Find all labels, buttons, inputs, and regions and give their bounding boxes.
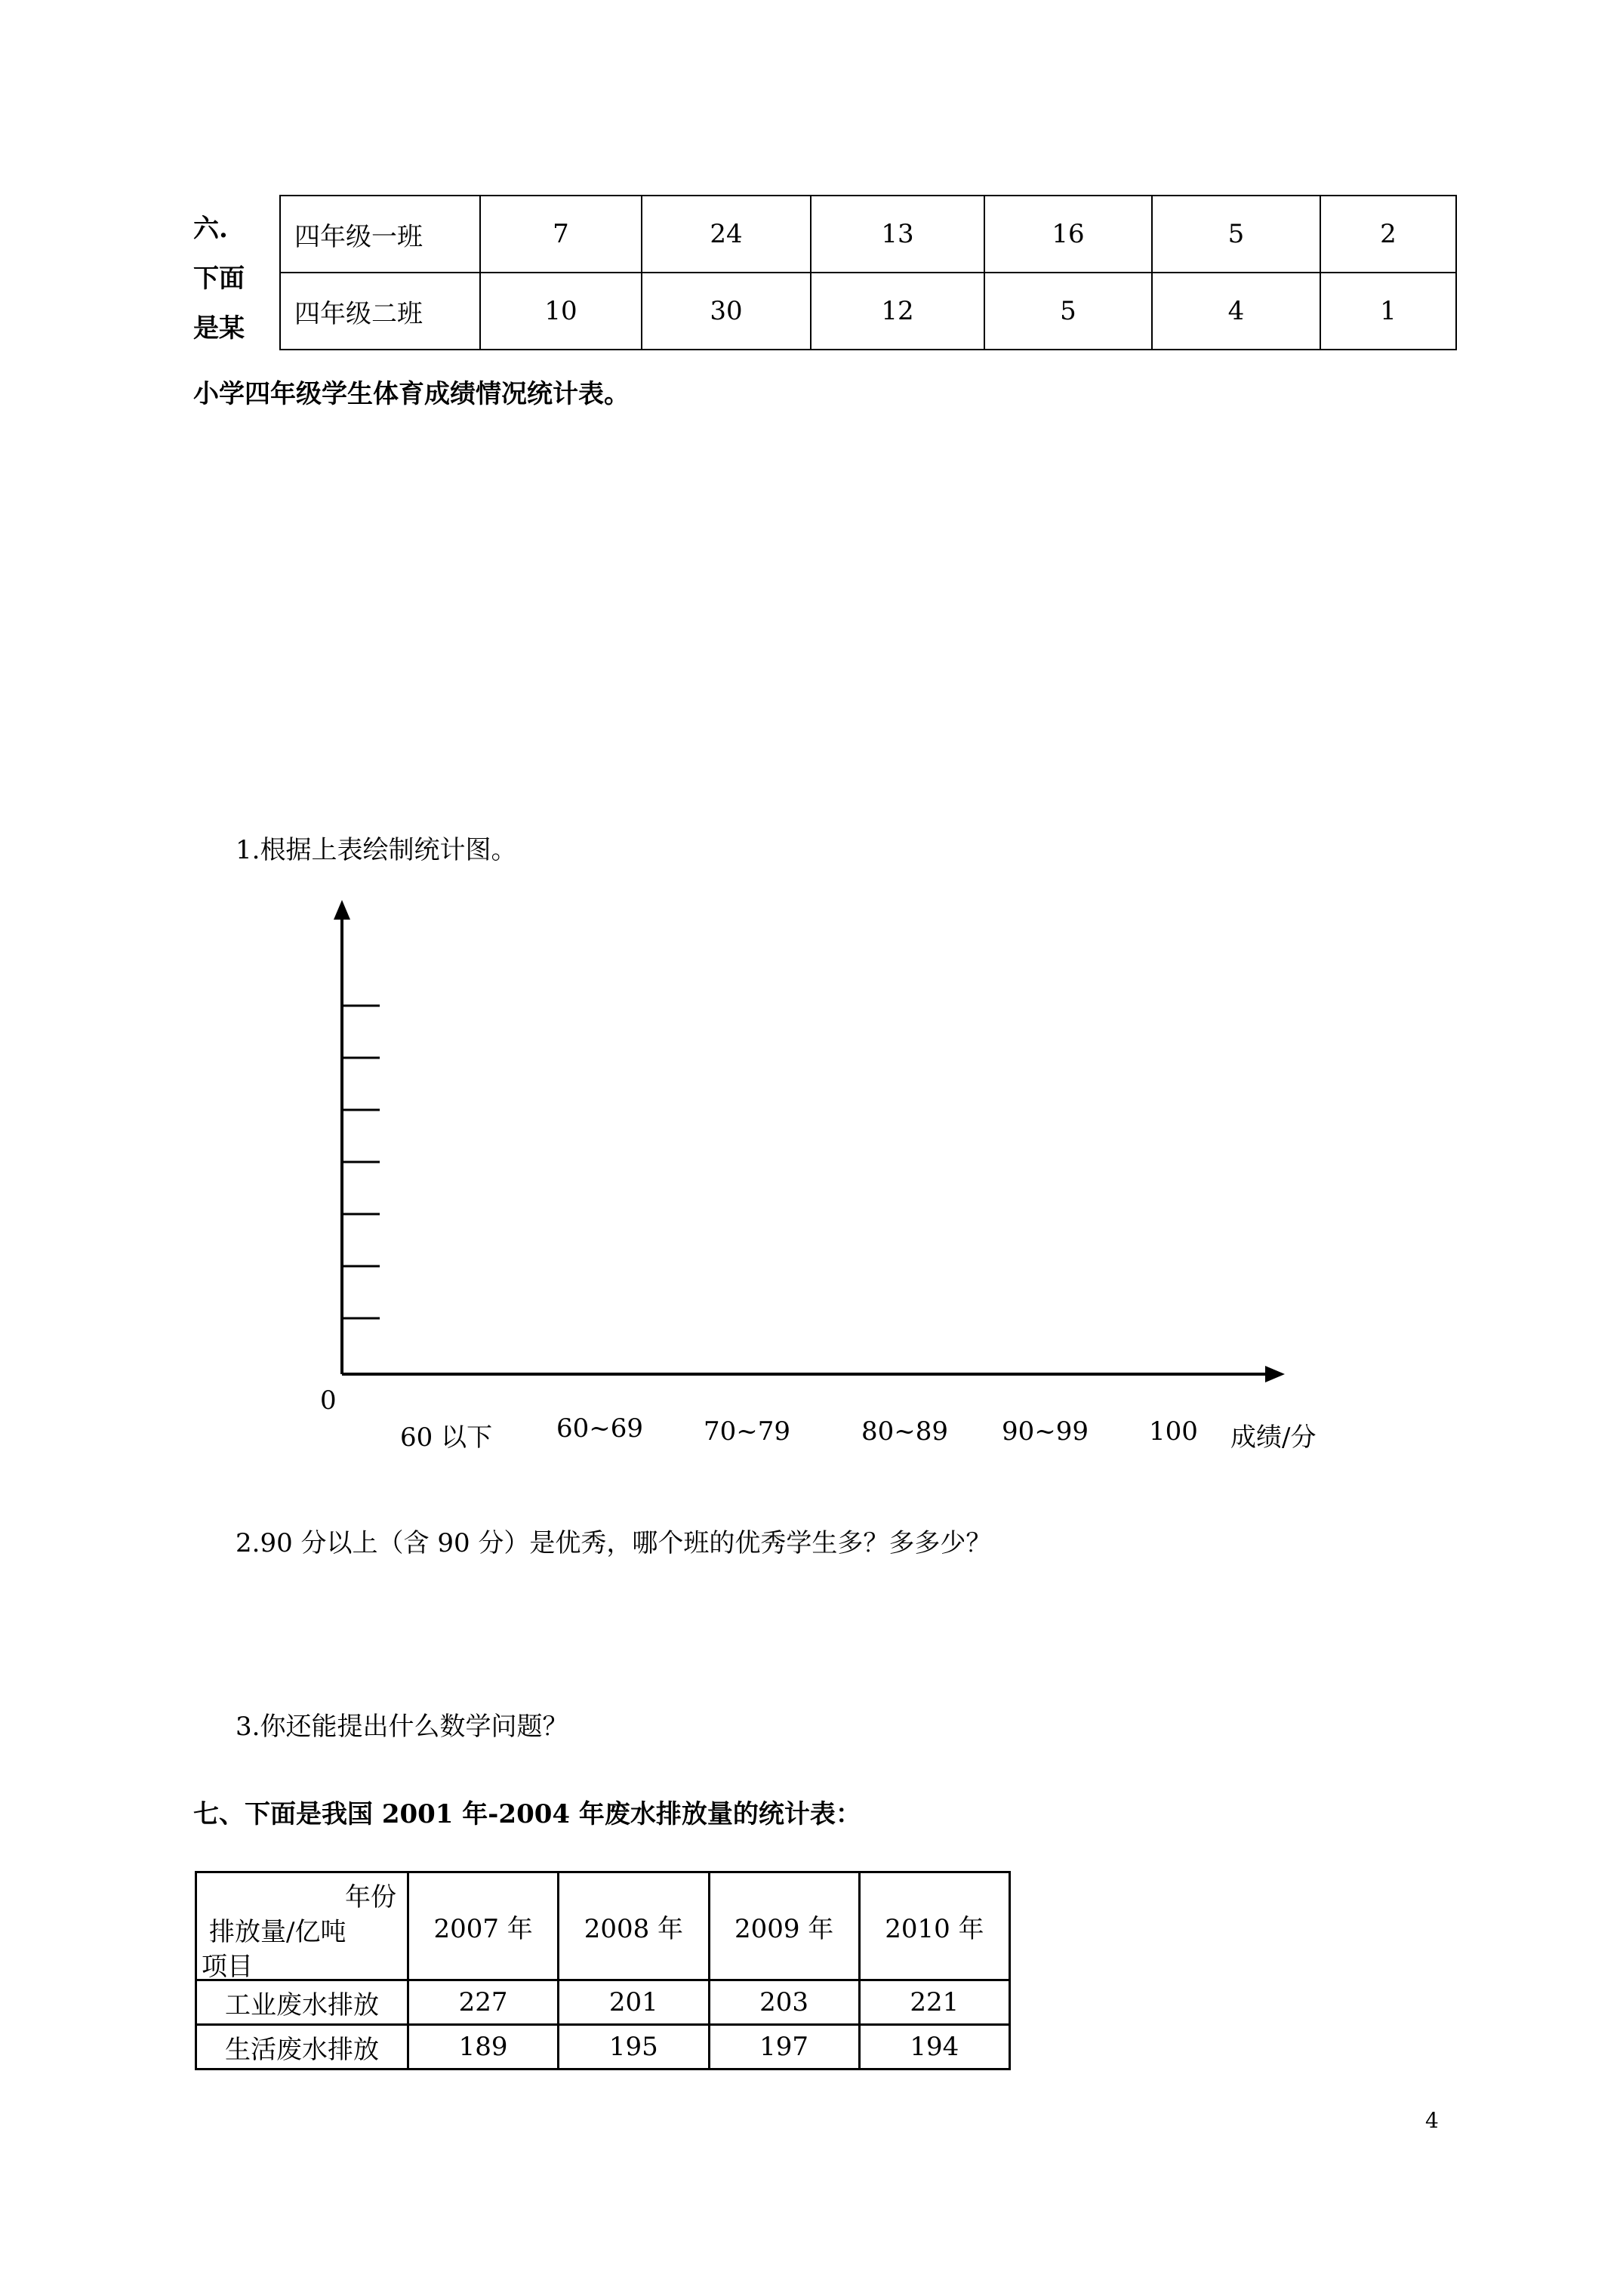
q6-intro-line2: 是某 — [193, 313, 245, 344]
q7-title: 七、下面是我国 2001 年-2004 年废水排放量的统计表： — [193, 1799, 861, 1829]
q6-number: 六. — [193, 214, 228, 244]
x-tick-label: 60 以下 — [400, 1422, 493, 1453]
chart-origin-label: 0 — [320, 1385, 337, 1416]
corner-label-year: 年份 — [345, 1882, 396, 1912]
row-label: 工业废水排放 — [196, 1980, 408, 2025]
page-number: 4 — [1425, 2108, 1439, 2133]
x-tick-label: 60~69 — [556, 1413, 644, 1444]
table-cell: 5 — [984, 273, 1152, 350]
table-cell: 203 — [709, 1980, 859, 2025]
q7-wastewater-table — [195, 1871, 1011, 2070]
table-cell: 5 — [1152, 196, 1320, 273]
class-label: 四年级一班 — [280, 196, 480, 273]
table-row — [196, 2025, 1010, 2069]
table-cell: 194 — [859, 2025, 1009, 2069]
table-cell: 227 — [408, 1980, 559, 2025]
table-cell: 4 — [1152, 273, 1320, 350]
q6-intro-line1: 下面 — [193, 264, 245, 294]
q6-sub3: 3.你还能提出什么数学问题？ — [236, 1712, 568, 1742]
table-cell: 201 — [559, 1980, 709, 2025]
table-row — [196, 1980, 1010, 2025]
year-header: 2009 年 — [709, 1872, 859, 1980]
table-cell: 197 — [709, 2025, 859, 2069]
x-tick-label: 100 — [1149, 1416, 1198, 1447]
x-axis-arrow — [1265, 1366, 1285, 1382]
year-header: 2007 年 — [408, 1872, 559, 1980]
q6-sub1: 1.根据上表绘制统计图。 — [236, 835, 517, 865]
table-cell: 195 — [559, 2025, 709, 2069]
table-cell: 13 — [811, 196, 984, 273]
q6-sub2: 2.90 分以上（含 90 分）是优秀，哪个班的优秀学生多？多多少？ — [236, 1528, 992, 1558]
x-tick-label: 90~99 — [1002, 1416, 1089, 1447]
corner-label-item: 项目 — [202, 1952, 253, 1982]
x-tick-label: 70~79 — [704, 1416, 791, 1447]
table-cell: 7 — [480, 196, 642, 273]
table-cell: 1 — [1320, 273, 1456, 350]
table-cell: 12 — [811, 273, 984, 350]
corner-label-amount: 排放量/亿吨 — [209, 1917, 346, 1947]
q6-intro-rest: 小学四年级学生体育成绩情况统计表。 — [193, 379, 630, 409]
table-cell: 189 — [408, 2025, 559, 2069]
y-axis-arrow — [334, 900, 350, 920]
x-tick-label: 80~89 — [861, 1416, 949, 1447]
x-axis-unit: 成绩/分 — [1230, 1422, 1317, 1453]
table-cell: 2 — [1320, 196, 1456, 273]
corner-header-cell — [196, 1872, 408, 1980]
row-label: 生活废水排放 — [196, 2025, 408, 2069]
table-cell: 10 — [480, 273, 642, 350]
table-cell: 24 — [642, 196, 811, 273]
year-header: 2008 年 — [559, 1872, 709, 1980]
year-header: 2010 年 — [859, 1872, 1009, 1980]
table-cell: 221 — [859, 1980, 1009, 2025]
table-header-row — [196, 1872, 1010, 1980]
table-cell: 16 — [984, 196, 1152, 273]
table-cell: 30 — [642, 273, 811, 350]
class-label: 四年级二班 — [280, 273, 480, 350]
